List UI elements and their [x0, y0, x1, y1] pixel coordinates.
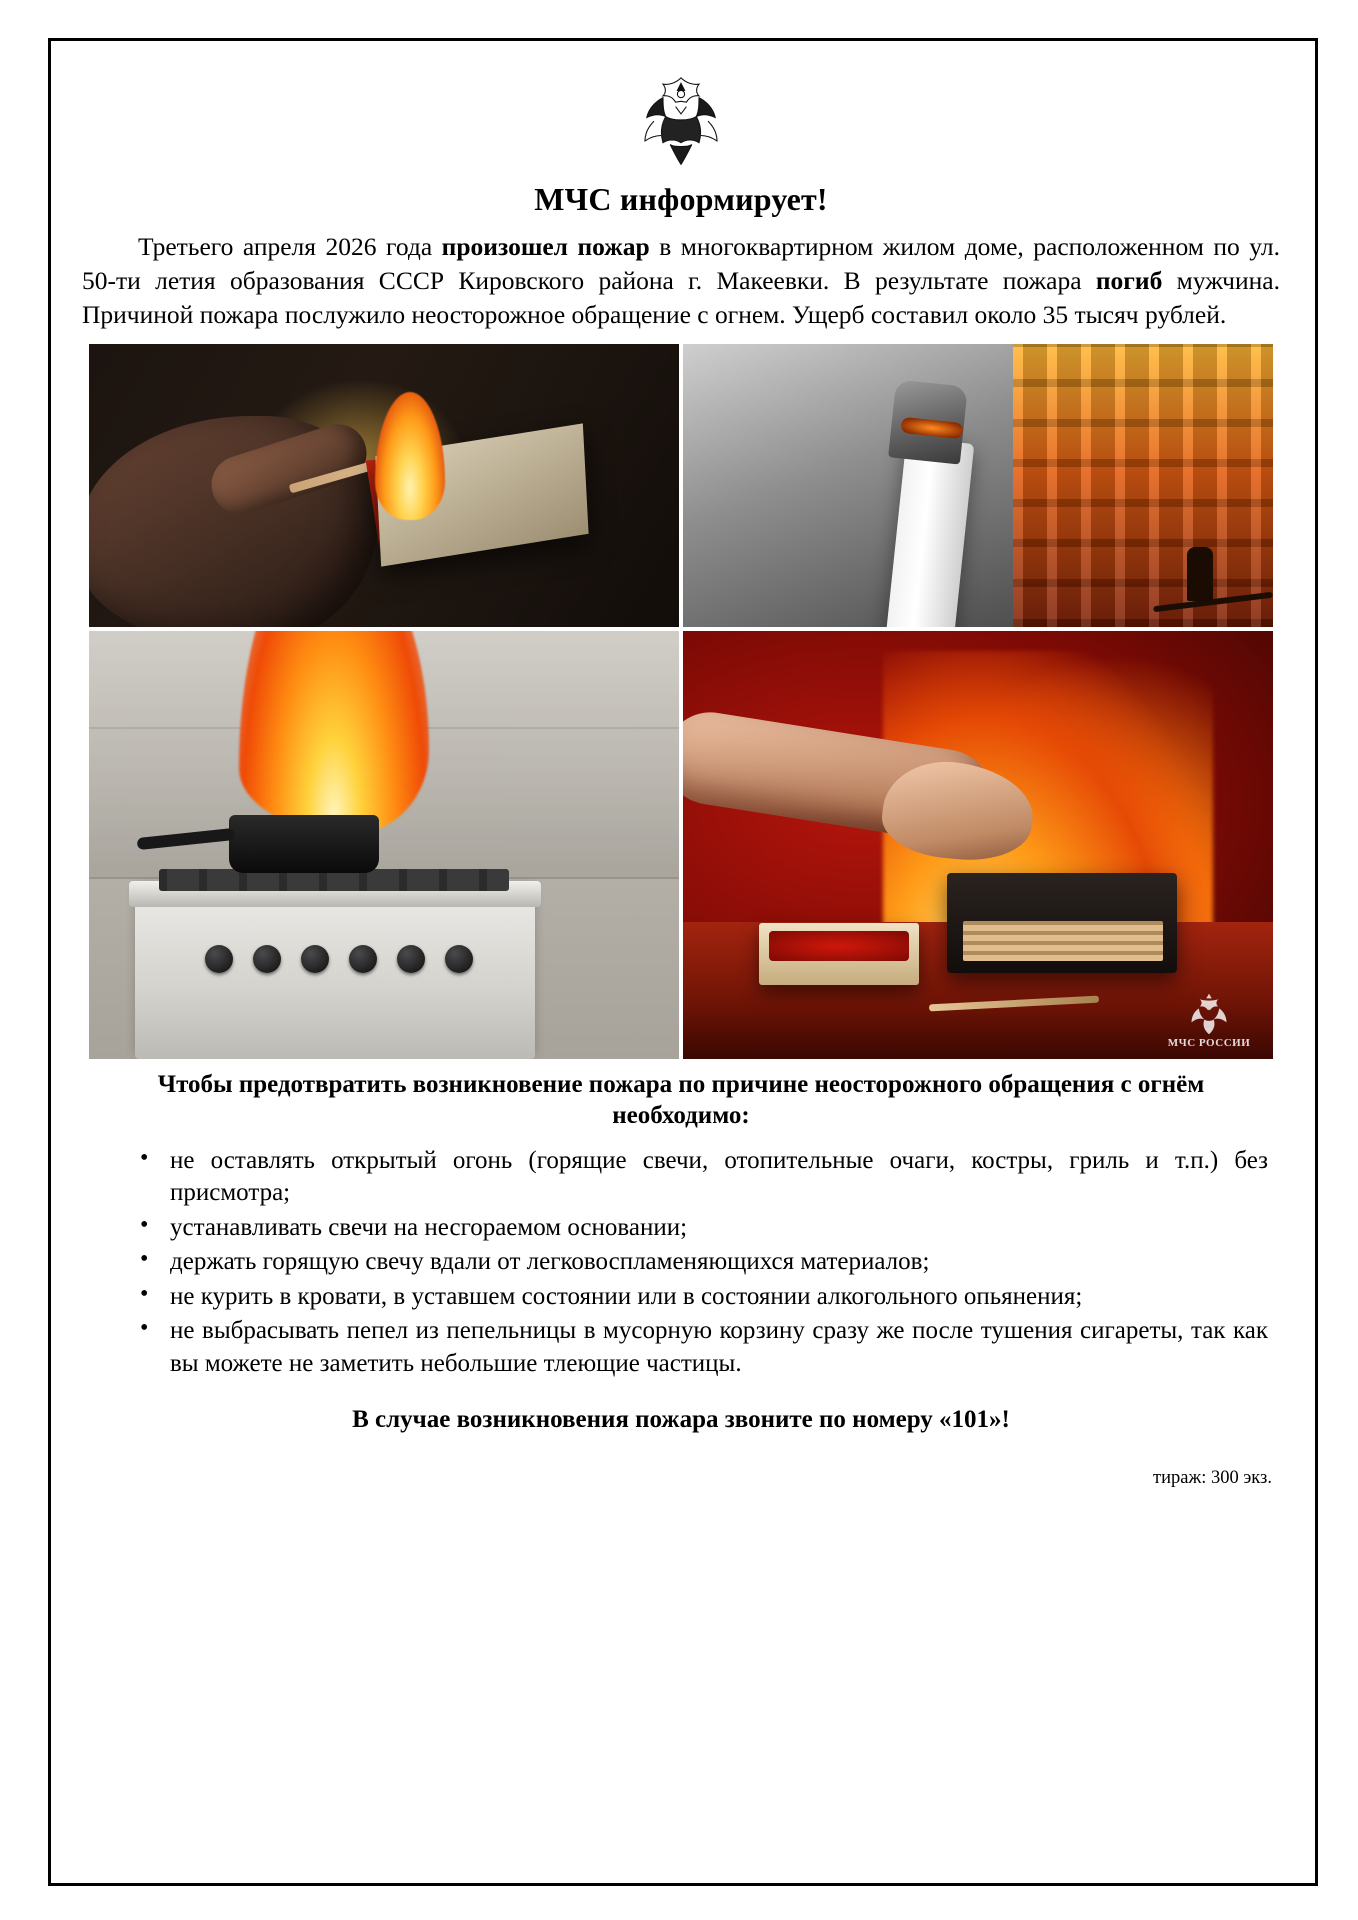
- stove-knob: [349, 945, 377, 973]
- stove-knob: [253, 945, 281, 973]
- intro-text-3: мужчина. Причиной пожара послужило неосторожное обращение с огнем. Ущерб составил около 35 тысяч рублей.: [82, 265, 1280, 329]
- circulation-note: тираж: 300 экз.: [1153, 1468, 1272, 1489]
- list-item: • не курить в кровати, в уставшем состоянии или в состоянии алкогольного опьянения;: [166, 1281, 1268, 1314]
- stove-body: [135, 889, 535, 1059]
- firefighter-silhouette: [1187, 547, 1213, 601]
- photo-cigarette-and-burning-building: [683, 344, 1273, 627]
- photo-grid: [82, 344, 1280, 1059]
- section-subheading: Чтобы предотвратить возникновение пожара по причине неосторожного обращения с огнём необходимо:: [157, 1070, 1205, 1129]
- intro-text-2: в многоквартирном жилом доме, расположенном по ул. 50-ти летия образования СССР Кировского района г. Макеевки. В результате пожара: [82, 232, 1281, 295]
- photo-hand-reaching-matches: [683, 631, 1273, 1059]
- intro-bold-fire: произошел пожар: [441, 232, 650, 261]
- closed-matchbox: [759, 923, 919, 985]
- list-item: • устанавливать свечи на несгораемом основании;: [166, 1212, 1268, 1245]
- stove-knob: [301, 945, 329, 973]
- flame-shape: [375, 392, 445, 520]
- photo-match-strike: [89, 344, 679, 627]
- list-item: • не оставлять открытый огонь (горящие свечи, отопительные очаги, костры, гриль и т.п.) без присмотра;: [166, 1145, 1268, 1210]
- mchs-double-headed-eagle-emblem: [636, 74, 726, 170]
- photo-pan-fire-on-stove: [89, 631, 679, 1059]
- watermark-text: МЧС РОССИИ: [1167, 1036, 1251, 1049]
- list-item: • не выбрасывать пепел из пепельницы в мусорную корзину сразу же после тушения сигареты, так как вы можете не заметить небольшие тлеющие частицы.: [166, 1315, 1268, 1380]
- poster-content: [44, 40, 1314, 1880]
- page-title: МЧС информирует!: [534, 181, 828, 217]
- intro-text-1: Третьего апреля 2026 года: [138, 232, 442, 261]
- pan-flame: [239, 631, 429, 834]
- list-item: • держать горящую свечу вдали от легковоспламеняющихся материалов;: [166, 1246, 1268, 1279]
- stove-knob: [205, 945, 233, 973]
- stove-knob: [445, 945, 473, 973]
- frying-pan: [229, 815, 379, 873]
- mchs-emblem-watermark: [1186, 991, 1232, 1037]
- building-windows: [1013, 344, 1273, 627]
- intro-bold-died: погиб: [1095, 265, 1163, 295]
- prevention-rules-list: [128, 1145, 1268, 1381]
- emergency-call-notice: В случае возникновения пожара звоните по номеру «101»!: [352, 1406, 1010, 1434]
- matches-row: [963, 921, 1163, 961]
- watermark: [1161, 991, 1257, 1049]
- emblem-container: [82, 74, 1280, 175]
- stove-knob: [397, 945, 425, 973]
- intro-paragraph: [82, 230, 1280, 332]
